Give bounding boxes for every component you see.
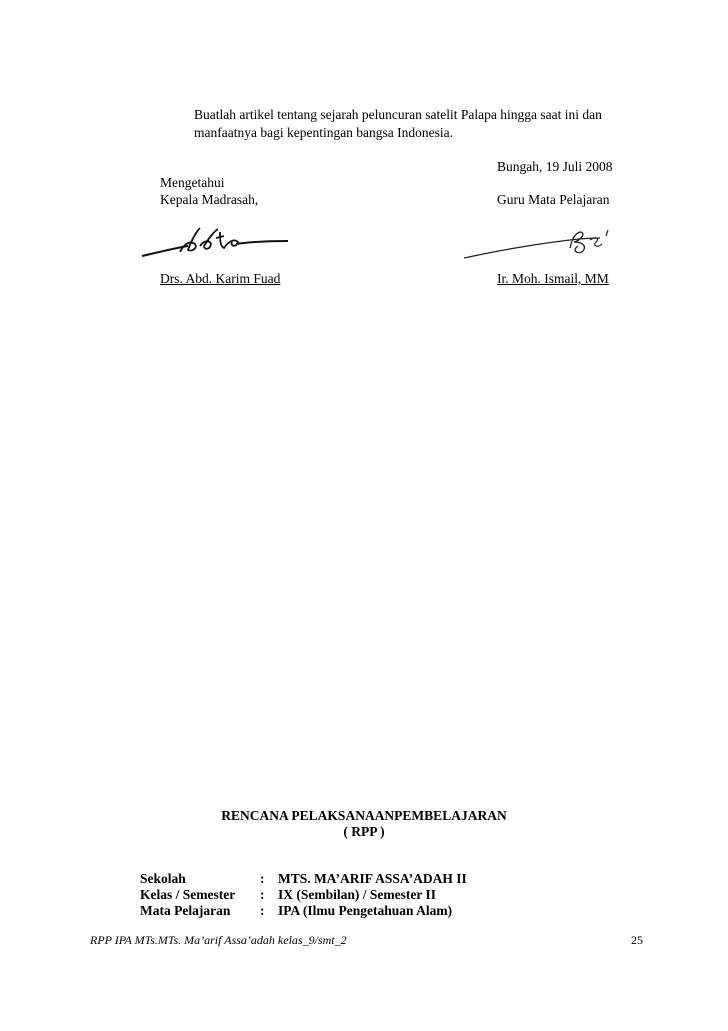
info-value-kelas: IX (Sembilan) / Semester II (278, 887, 436, 902)
info-colon: : (260, 887, 265, 902)
rpp-subtitle: ( RPP ) (343, 824, 385, 839)
info-colon: : (260, 871, 265, 886)
right-signer-name: Ir. Moh. Ismail, MM (497, 271, 609, 286)
task-text-line-2: manfaatnya bagi kepentingan bangsa Indonesia. (194, 125, 454, 140)
info-value-sekolah: MTS. MA’ARIF ASSA’ADAH II (278, 871, 467, 886)
info-label-kelas: Kelas / Semester (140, 887, 236, 902)
info-colon: : (260, 903, 265, 918)
right-signer-label: Guru Mata Pelajaran (497, 192, 610, 207)
task-text-line-1: Buatlah artikel tentang sejarah peluncuran satelit Palapa hingga saat ini dan (194, 107, 602, 122)
left-signer-label-1: Mengetahui (160, 175, 225, 190)
left-signature (140, 226, 290, 266)
rpp-title: RENCANA PELAKSANAANPEMBELAJARAN (221, 808, 507, 823)
left-signer-label-2: Kepala Madrasah, (160, 192, 259, 207)
footer-text: RPP IPA MTs.MTs. Ma’arif Assa’adah kelas_9/smt_2 (90, 933, 347, 947)
info-label-mapel: Mata Pelajaran (140, 903, 231, 918)
date-place: Bungah, 19 Juli 2008 (497, 159, 613, 174)
info-value-mapel: IPA (Ilmu Pengetahuan Alam) (278, 903, 453, 918)
right-signature (462, 228, 622, 264)
info-label-sekolah: Sekolah (140, 871, 186, 886)
left-signer-name: Drs. Abd. Karim Fuad (160, 271, 281, 286)
page-number: 25 (631, 933, 643, 947)
